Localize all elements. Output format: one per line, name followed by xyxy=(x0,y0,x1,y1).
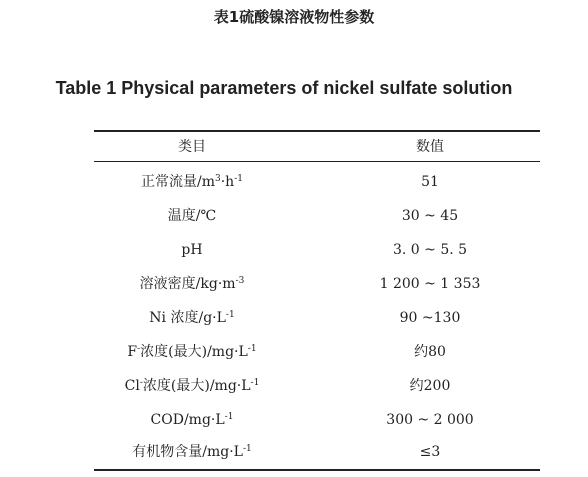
table-row xyxy=(0,267,588,301)
table-row xyxy=(0,335,588,369)
row-value-cell: 3. 0 ~ 5. 5 xyxy=(392,242,468,258)
table-row xyxy=(0,199,588,233)
table-row xyxy=(0,165,588,199)
row-value-cell: ≤3 xyxy=(419,444,441,460)
row-value-cell: 约200 xyxy=(409,378,451,394)
table-row xyxy=(0,301,588,335)
row-item-cell: Ni 浓度$/g\cdot L^{-1}$ xyxy=(149,310,235,326)
row-value-cell: 51 xyxy=(421,174,439,190)
table-row xyxy=(0,435,588,469)
table-title-english: Table 1 Physical parameters of nickel sulfate solution xyxy=(55,78,513,98)
table-header-rule xyxy=(94,161,540,162)
table-row xyxy=(0,403,588,437)
row-item-cell: pH xyxy=(181,242,203,258)
row-item-cell: Cl-浓度(最大)$/mg\cdot L^{-1}$ xyxy=(124,378,260,394)
row-value-cell: 约80 xyxy=(414,344,446,360)
row-value-cell: 1 200 ~ 1 353 xyxy=(379,276,481,292)
row-item-cell: 有机物含量$/mg\cdot L^{-1}$ xyxy=(132,444,252,460)
table-title-chinese: 表1硫酸镍溶液物性参数 xyxy=(213,8,375,26)
row-item-cell: 正常流量$/m^3\cdot h^{-1}$ xyxy=(141,174,243,190)
row-item-cell: F-浓度(最大)$/mg\cdot L^{-1}$ xyxy=(127,344,257,360)
row-item-cell: 溶液密度$/kg\cdot m^{-3}$ xyxy=(139,276,245,292)
row-item-cell: COD/$mg\cdot L^{-1}$ xyxy=(150,412,234,428)
row-value-cell: 30 ~ 45 xyxy=(401,208,459,224)
column-header-item: 类目 xyxy=(178,139,206,155)
table-bottom-rule xyxy=(94,469,540,471)
column-header-value: 数值 xyxy=(416,139,444,155)
row-value-cell: 90 ~130 xyxy=(399,310,461,326)
table-top-rule xyxy=(94,130,540,132)
row-value-cell: 300 ~ 2 000 xyxy=(386,412,474,428)
table-row xyxy=(0,369,588,403)
table-row xyxy=(0,233,588,267)
row-item-cell: 温度/℃ xyxy=(167,208,217,224)
